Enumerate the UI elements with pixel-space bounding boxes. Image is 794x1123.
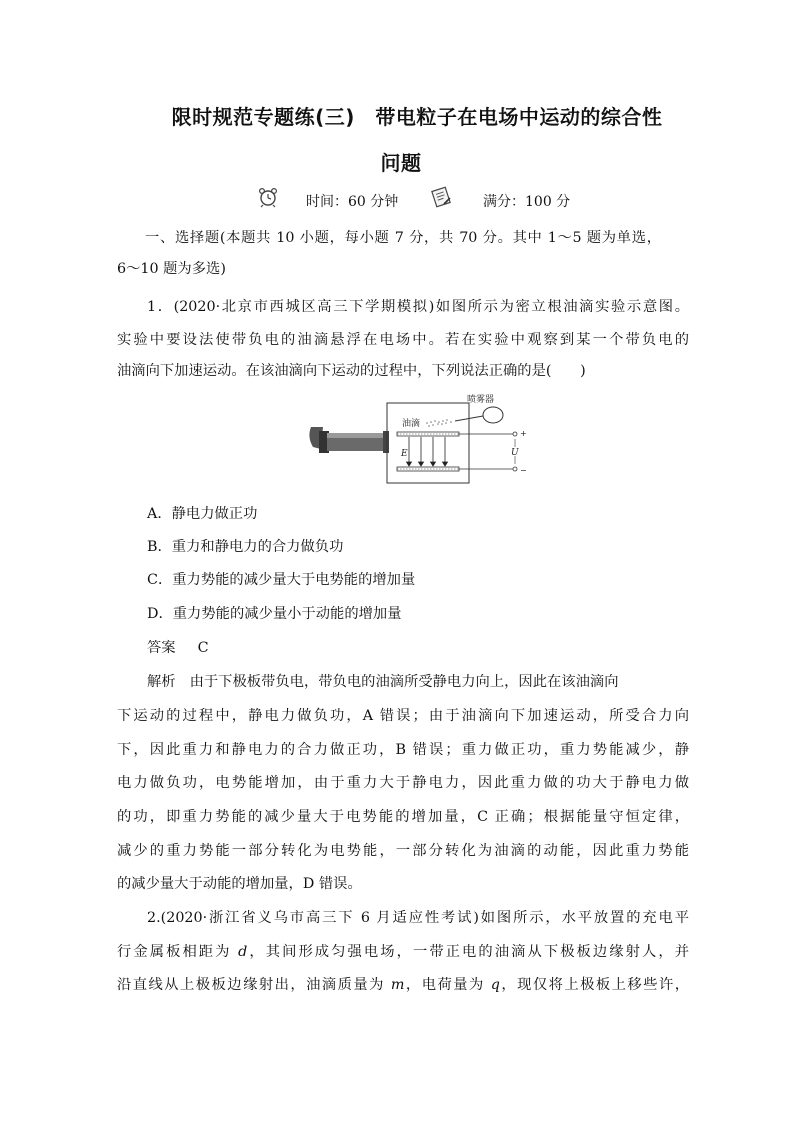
microscope-icon	[309, 427, 389, 453]
variable-d: d	[238, 944, 248, 960]
analysis-text: 减少的重力势能一部分转化为电势能，一部分转化为油滴的动能，因此重力势能	[117, 843, 689, 859]
analysis-text: 的功，即重力势能的减少量大于电势能的增加量，C 正确；根据能量守恒定律，	[117, 809, 689, 825]
page-title-continued: 问题	[380, 151, 422, 175]
oil-drop-label: 油滴	[402, 419, 421, 429]
millikan-oil-drop-diagram	[305, 393, 535, 489]
minus-terminal-label: −	[520, 466, 527, 475]
analysis-text: 由于下极板带负电，带负电的油滴所受静电力向上，因此在该油滴向	[189, 674, 619, 690]
question-1-stem: 1．(2020·北京市西城区高三下学期模拟)如图所示为密立根油滴实验示意图。	[147, 299, 689, 315]
answer-value: C	[197, 640, 209, 656]
question-1-stem: 实验中要设法使带负电的油滴悬浮在电场中。若在实验中观察到某一个带负电的	[117, 332, 689, 348]
analysis-label: 解析	[147, 674, 176, 690]
option-b: B．重力和静电力的合力做负功	[147, 539, 344, 555]
exam-paper-icon	[430, 186, 452, 208]
option-c: C．重力势能的减少量大于电势能的增加量	[147, 572, 416, 588]
alarm-clock-icon	[257, 186, 279, 208]
sprayer-label: 喷雾器	[467, 395, 495, 405]
field-E-label: E	[401, 449, 408, 459]
plus-terminal-label: +	[520, 429, 527, 438]
voltage-U-label: U	[511, 448, 519, 458]
variable-m: m	[390, 977, 405, 993]
analysis-first-line	[147, 672, 619, 692]
question-1-stem: 油滴向下加速运动。在该油滴向下运动的过程中，下列说法正确的是( )	[117, 363, 586, 379]
analysis-text: 的减少量大于动能的增加量，D 错误。	[117, 876, 362, 892]
analysis-text: 下，因此重力和静电力的合力做正功，B 错误；重力做正功，重力势能减少，静	[117, 742, 689, 758]
analysis-text: 下运动的过程中，静电力做负功，A 错误；由于油滴向下加速运动，所受合力向	[117, 708, 689, 724]
section-heading: 一、选择题(本题共 10 小题，每小题 7 分，共 70 分。其中 1～5 题为单选，	[145, 230, 661, 246]
time-limit: 时间：60 分钟	[306, 194, 399, 210]
full-score: 满分：100 分	[483, 194, 571, 210]
option-d: D．重力势能的减少量小于动能的增加量	[147, 606, 402, 622]
variable-q: q	[490, 977, 500, 993]
page-title: 限时规范专题练(三) 带电粒子在电场中运动的综合性	[171, 105, 663, 129]
section-heading-continued: 6～10 题为多选)	[117, 261, 226, 277]
question-2-stem: 沿直线从上极板边缘射出，油滴质量为 m，电荷量为 q，现仅将上极板上移些许，	[117, 977, 689, 993]
question-2-stem: 行金属板相距为 d，其间形成匀强电场，一带正电的油滴从下极板边缘射人，并	[117, 944, 690, 960]
option-a: A．静电力做正功	[147, 506, 258, 522]
answer-label: 答案	[147, 640, 176, 656]
analysis-text: 电力做负功，电势能增加，由于重力大于静电力，因此重力做的功大于静电力做	[117, 775, 689, 791]
answer-row	[147, 638, 209, 658]
exam-meta	[0, 186, 794, 216]
question-2-stem: 2.(2020·浙江省义乌市高三下 6 月适应性考试)如图所示，水平放置的充电平	[147, 910, 689, 926]
